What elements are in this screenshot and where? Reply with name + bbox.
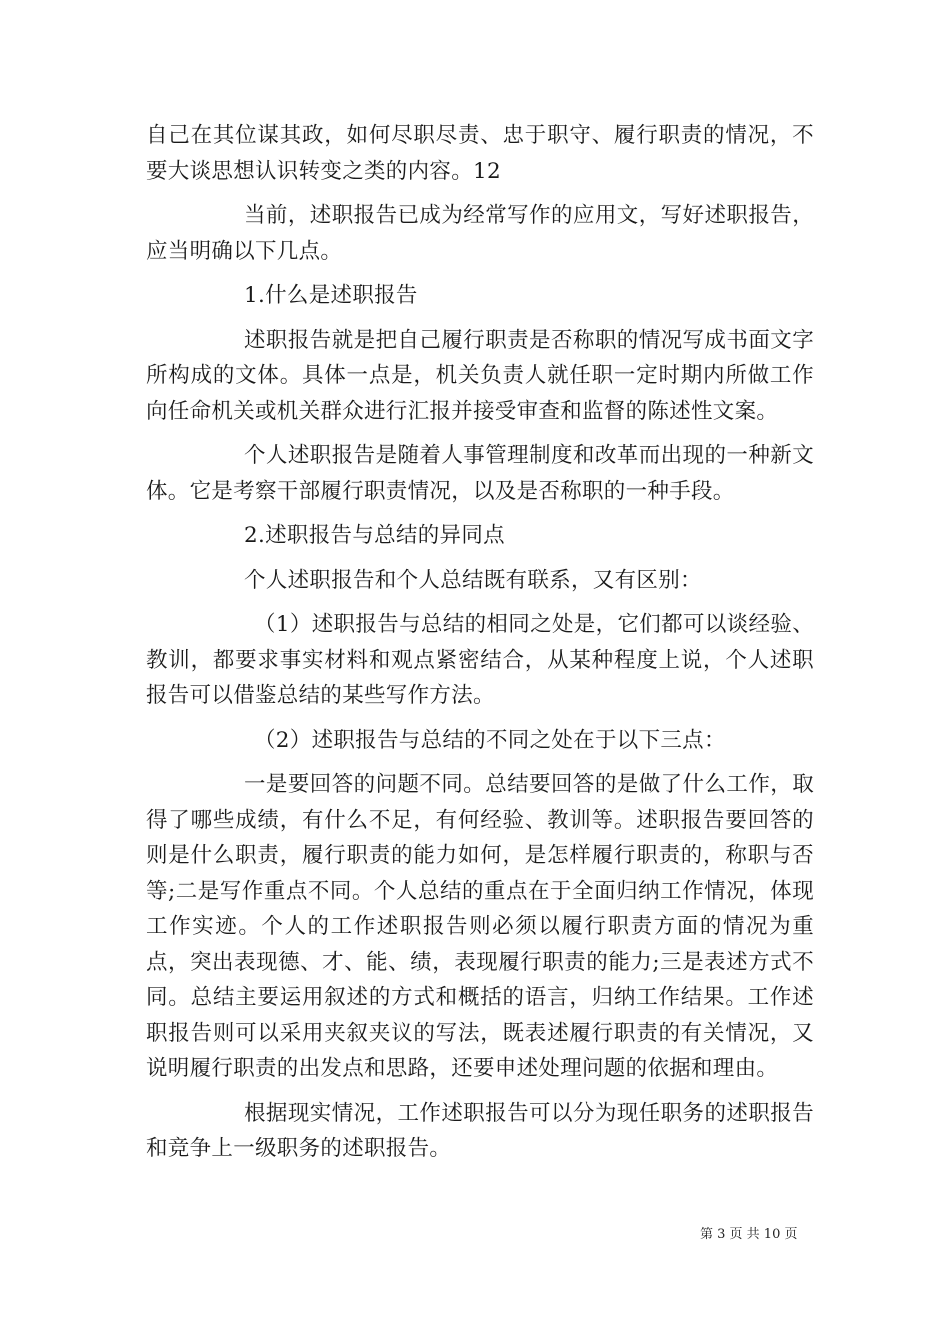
paragraph-intro: 当前，述职报告已成为经常写作的应用文，写好述职报告，应当明确以下几点。 bbox=[146, 203, 814, 264]
paragraph-relation: 个人述职报告和个人总结既有联系，又有区别： bbox=[244, 567, 702, 593]
paragraph-definition: 述职报告就是把自己履行职责是否称职的情况写成书面文字所构成的文体。具体一点是，机关负责人就任职一定时期内所做工作向任命机关或机关群众进行汇报并接受审查和监督的陈述性文案。 bbox=[146, 327, 814, 424]
document-body bbox=[146, 118, 814, 1167]
paragraph-differences-detail: 一是要回答的问题不同。总结要回答的是做了什么工作，取得了哪些成绩，有什么不足，有何经验、教训等。述职报告要回答的则是什么职责，履行职责的能力如何，是怎样履行职责的，称职与否等;二是写作重点不同。个人总结的重点在于全面归纳工作情况，体现工作实迹。个人的工作述职报告则必须以履行职责方面的情况为重点，突出表现德、才、能、绩，表现履行职责的能力;三是表述方式不同。总结主要运用叙述的方式和概括的语言，归纳工作结果。工作述职报告则可以采用夹叙夹议的写法，既表述履行职责的有关情况，又说明履行职责的出发点和思路，还要申述处理问题的依据和理由。 bbox=[146, 772, 814, 1081]
section-heading-1: 1.什么是述职报告 bbox=[244, 283, 418, 308]
page-number-footer: 第 3 页 共 10 页 bbox=[700, 1227, 798, 1242]
paragraph-similarities: （1）述职报告与总结的相同之处是，它们都可以谈经验、教训，都要求事实材料和观点紧密结合，从某种程度上说，个人述职报告可以借鉴总结的某些写作方法。 bbox=[146, 612, 814, 708]
section-heading-2: 2.述职报告与总结的异同点 bbox=[244, 523, 505, 548]
paragraph-new-genre: 个人述职报告是随着人事管理制度和改革而出现的一种新文体。它是考察干部履行职责情况，以及是否称职的一种手段。 bbox=[146, 443, 814, 504]
paragraph-classification: 根据现实情况，工作述职报告可以分为现任职务的述职报告和竞争上一级职务的述职报告。 bbox=[146, 1100, 814, 1161]
paragraph-differences-heading: （2）述职报告与总结的不同之处在于以下三点： bbox=[254, 727, 726, 753]
paragraph-continuation: 自己在其位谋其政，如何尽职尽责、忠于职守、履行职责的情况，不要大谈思想认识转变之类的内容。12 bbox=[146, 123, 814, 184]
